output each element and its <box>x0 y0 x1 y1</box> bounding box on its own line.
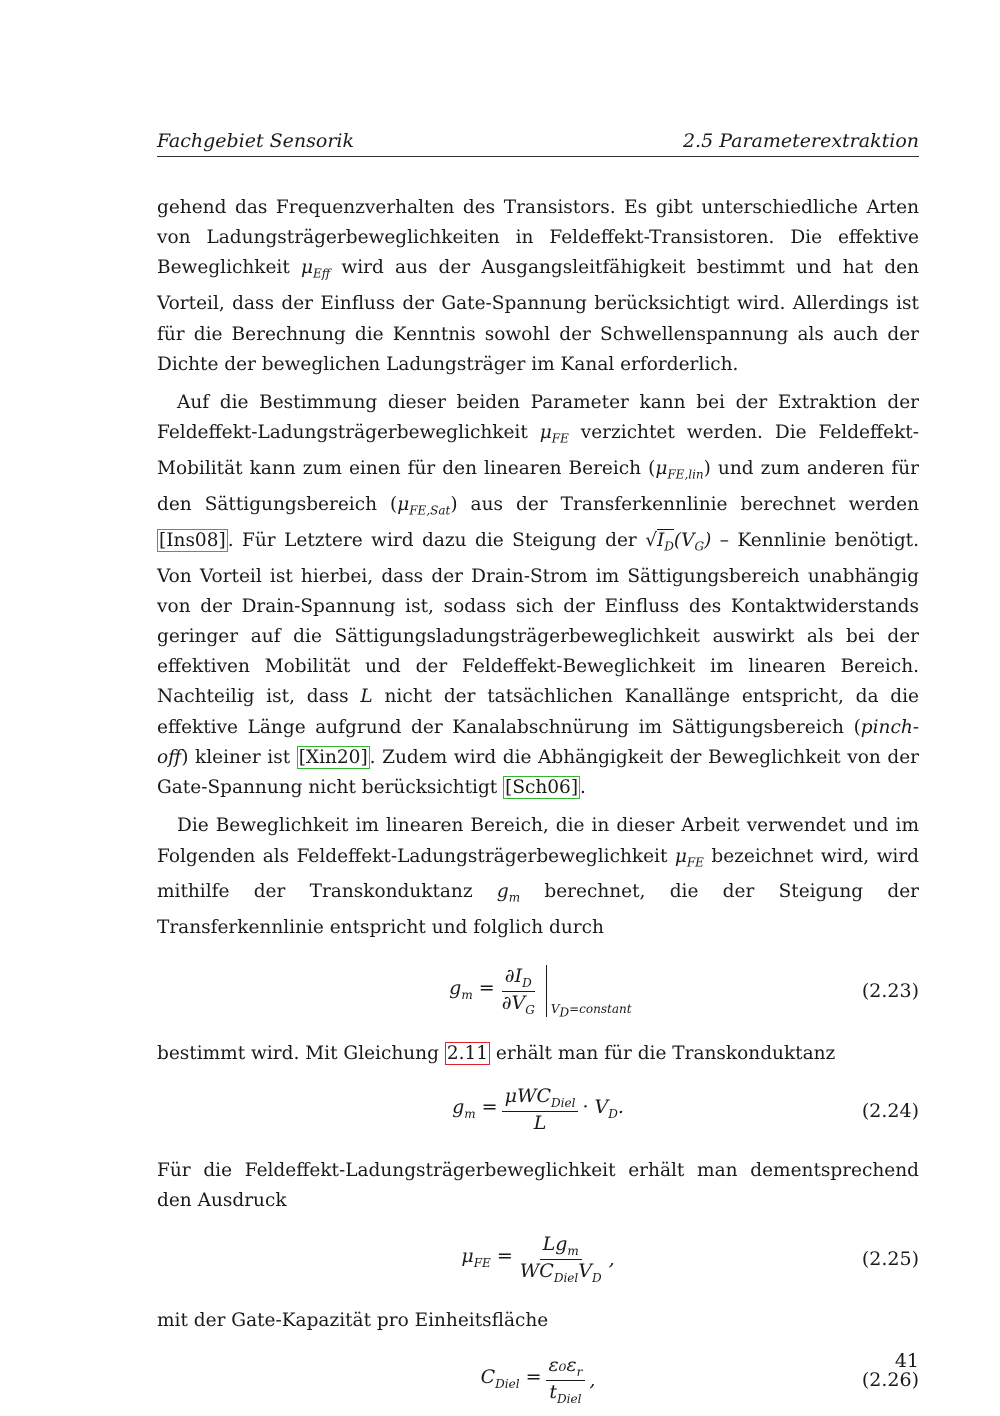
citation-ins08[interactable]: [Ins08] <box>159 529 226 551</box>
running-header <box>157 130 919 157</box>
mu-eff: $\mu_{Eff}$ <box>300 257 331 282</box>
paragraph-2: Auf die Bestimmung dieser beiden Parameter kann bei der Extraktion der Feldeffekt-Ladungsträgerbeweglichkeit $\mu_{FE}$ verzichtet werden. Die Feldeffekt-Mobilität kann zum einen für den linearen Bereich $(\mu_{FE,lin})$ und zum anderen für den Sättigungsbereich $(\mu_{FE,Sat})$ aus der Transferkennlinie berechnet werden [Ins08] . Für Letztere wird dazu die Steigung der $√I_D(V_G)$ – Kennlinie benötigt. Von Vorteil ist hierbei, dass der Drain-Strom im Sättigungsbereich unabhängig von der Drain-Spannung ist, sodass sich der Einfluss des Kontaktwiderstands geringer auf die Sättigungsladungsträgerbeweglichkeit auswirkt als bei der effektiven Mobilität und der Feldeffekt-Beweglichkeit im linearen Bereich. Nachteilig ist, dass L nicht der tatsächlichen Kanallänge entspricht, da die effektive Länge aufgrund der Kanalabschnürung im Sättigungsbereich (pinch-off) kleiner ist [Xin20] . Zudem wird die Abhängigkeit der Beweglichkeit von der Gate-Spannung nicht berücksichtigt [Sch06] . <box>157 391 919 799</box>
paragraph-3: Die Beweglichkeit im linearen Bereich, die in dieser Arbeit verwendet und im Folgenden als Feldeffekt-Ladungsträgerbeweglichkeit $\mu_{FE}$ bezeichnet wird, wird mithilfe der Transkonduktanz $g_m$ berechnet, die der Steigung der Transferkennlinie entspricht und folglich durch <box>157 815 920 939</box>
page-body <box>157 193 919 1416</box>
equation-ref-2-11[interactable]: 2.11 <box>446 1043 489 1065</box>
page-number: 41 <box>894 1350 919 1372</box>
equation-number: (2.26) <box>861 1369 919 1392</box>
equation-number: (2.25) <box>861 1247 919 1270</box>
citation-xin20[interactable]: [Xin20] <box>298 746 368 768</box>
header-left: Fachgebiet Sensorik <box>157 130 355 152</box>
equation-2-26: $C_{Diel}$ = $\frac{\varepsilon_0\varepsilon_r}{t_{Diel}}$ , (2.26) <box>480 1354 919 1406</box>
equation-number: (2.23) <box>861 980 919 1003</box>
equation-2-25: $\mu_{FE}$ = $\frac{Lg_m}{WC_{Diel}V_D}$ , (2.25) <box>461 1232 919 1285</box>
paragraph-5: Für die Feldeffekt-Ladungsträgerbeweglichkeit erhält man dementsprechend den Ausdruck <box>157 1159 919 1211</box>
equation-2-24: $g_m$ = $\frac{\mu WC_{Diel}}{L}$ · $V_D$. (2.24) <box>452 1085 919 1135</box>
paragraph-6: mit der Gate-Kapazität pro Einheitsfläche <box>157 1310 549 1332</box>
header-right: 2.5 Parameterextraktion <box>682 130 919 152</box>
sqrt-id-vg: $√I_D(V_G)$ <box>645 529 712 554</box>
paragraph-4: bestimmt wird. Mit Gleichung 2.11 erhält man für die Transkonduktanz <box>157 1043 836 1065</box>
citation-sch06[interactable]: [Sch06] <box>505 777 579 799</box>
equation-number: (2.24) <box>861 1099 919 1122</box>
paragraph-1: gehend das Frequenzverhalten des Transistors. Es gibt unterschiedliche Arten von Ladungsträgerbeweglichkeiten in Feldeffekt-Transistoren. Die effektive Beweglichkeit $\mu_{Eff}$ wird aus der Ausgangsleitfähigkeit bestimmt und hat den Vorteil, dass der Einfluss der Gate-Spannung berücksichtigt wird. Allerdings ist für die Berechnung die Kenntnis sowohl der Schwellenspannung als auch der Dichte der beweglichen Ladungsträger im Kanal erforderlich. <box>157 197 919 375</box>
equation-2-23: $g_m$ = $\frac{\partial I_D}{\partial V_G}$ $V_D=constant$ (2.23) <box>449 965 919 1020</box>
